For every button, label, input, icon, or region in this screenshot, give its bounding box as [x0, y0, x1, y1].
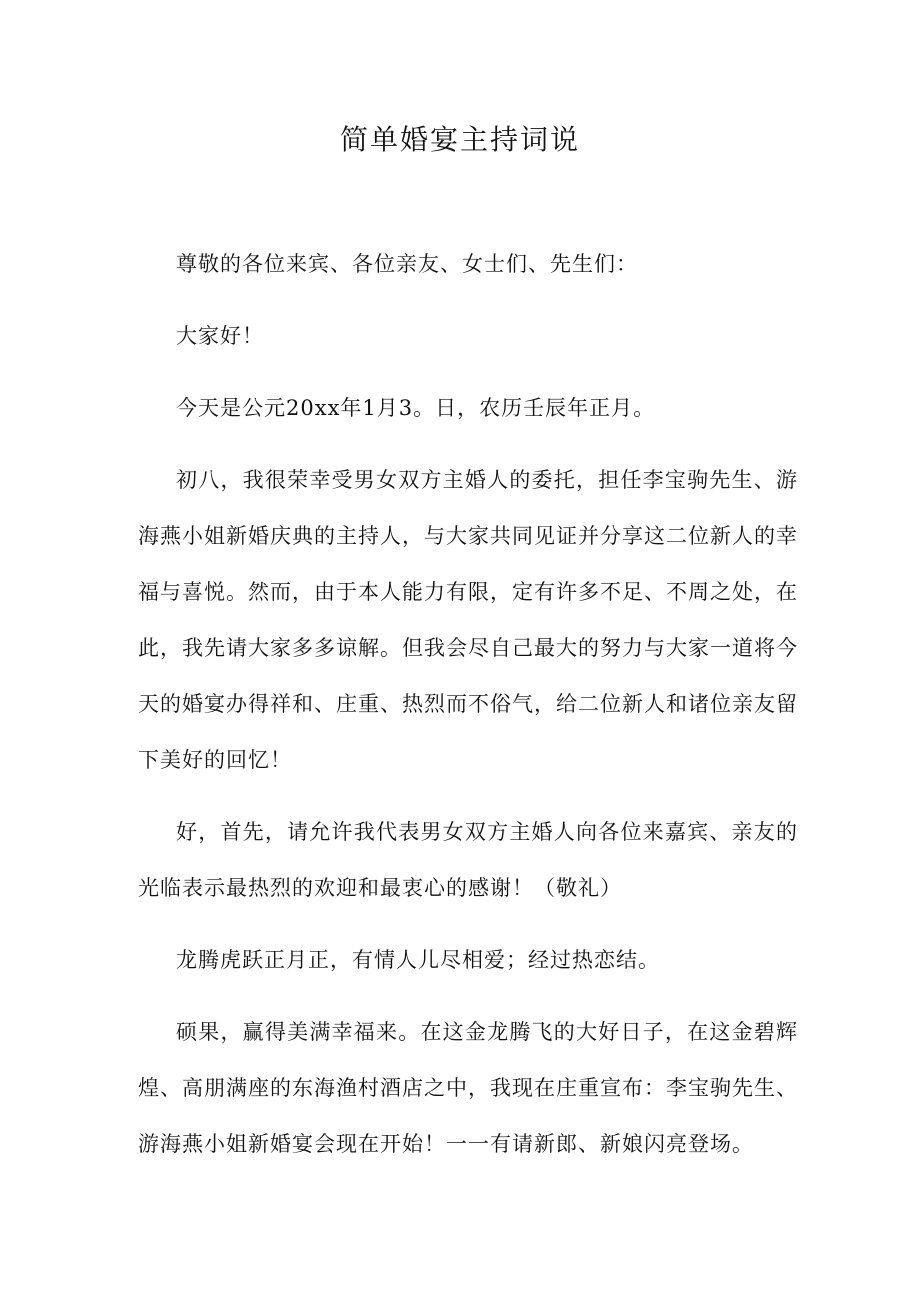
paragraph-date: 今天是公元20xx年1月3。日，农历壬辰年正月。	[176, 396, 656, 420]
paragraph-welcome: 好，首先，请允许我代表男女双方主婚人向各位来嘉宾、亲友的光临表示最热烈的欢迎和最衷心的感谢！（敬礼）	[138, 820, 798, 900]
paragraph-verse: 龙腾虎跃正月正，有情人儿尽相爱；经过热恋结。	[176, 948, 660, 972]
document-title: 简单婚宴主持词说	[339, 123, 580, 156]
paragraph-hello: 大家好！	[176, 324, 264, 348]
document-body	[138, 236, 798, 1188]
paragraph-introduction: 初八，我很荣幸受男女双方主婚人的委托，担任李宝驹先生、游海燕小姐新婚庆典的主持人，与大家共同见证并分享这二位新人的幸福与喜悦。然而，由于本人能力有限，定有许多不足、不周之处，在此，我先请大家多多谅解。但我会尽自己最大的努力与大家一道将今天的婚宴办得祥和、庄重、热烈而不俗气，给二位新人和诸位亲友留下美好的回忆！	[138, 468, 798, 772]
paragraph-greeting: 尊敬的各位来宾、各位亲友、女士们、先生们：	[176, 252, 638, 276]
paragraph-announcement: 硕果，赢得美满幸福来。在这金龙腾飞的大好日子，在这金碧辉煌、高朋满座的东海渔村酒店之中，我现在庄重宣布：李宝驹先生、游海燕小姐新婚宴会现在开始！一一有请新郎、新娘闪亮登场。	[138, 1020, 798, 1156]
